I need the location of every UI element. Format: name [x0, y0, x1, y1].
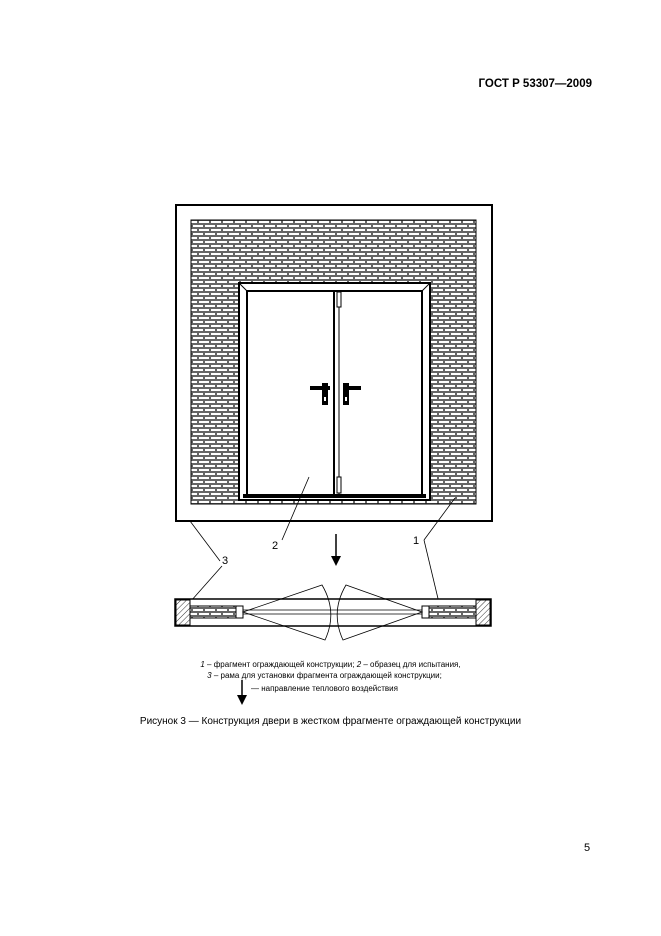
- figure-caption: Рисунок 3 — Конструкция двери в жестком фрагменте ограждающей конструкции: [139, 716, 522, 727]
- legend-item2-number: 2: [356, 660, 362, 669]
- plan-section-view: [175, 585, 491, 640]
- label-2: 2: [272, 540, 279, 552]
- legend-line-1: [0, 659, 661, 670]
- page-number: 5: [584, 842, 591, 854]
- legend-item3-text: – рама для установки фрагмента ограждающей конструкции;: [211, 671, 442, 680]
- legend-line-2: [0, 670, 655, 681]
- legend-item2-text: – образец для испытания,: [361, 660, 461, 669]
- legend-item1-number: 1: [200, 660, 205, 669]
- legend-arrow-icon: [236, 680, 250, 706]
- legend-item1-text: – фрагмент ограждающей конструкции;: [204, 660, 357, 669]
- heat-direction-arrow-icon: [331, 534, 341, 566]
- label-3: 3: [222, 555, 229, 567]
- legend-arrow-text: — направление теплового воздействия: [251, 684, 398, 693]
- legend-item3-number: 3: [207, 671, 212, 680]
- document-header: ГОСТ Р 53307—2009: [478, 78, 592, 90]
- label-1: 1: [413, 535, 420, 547]
